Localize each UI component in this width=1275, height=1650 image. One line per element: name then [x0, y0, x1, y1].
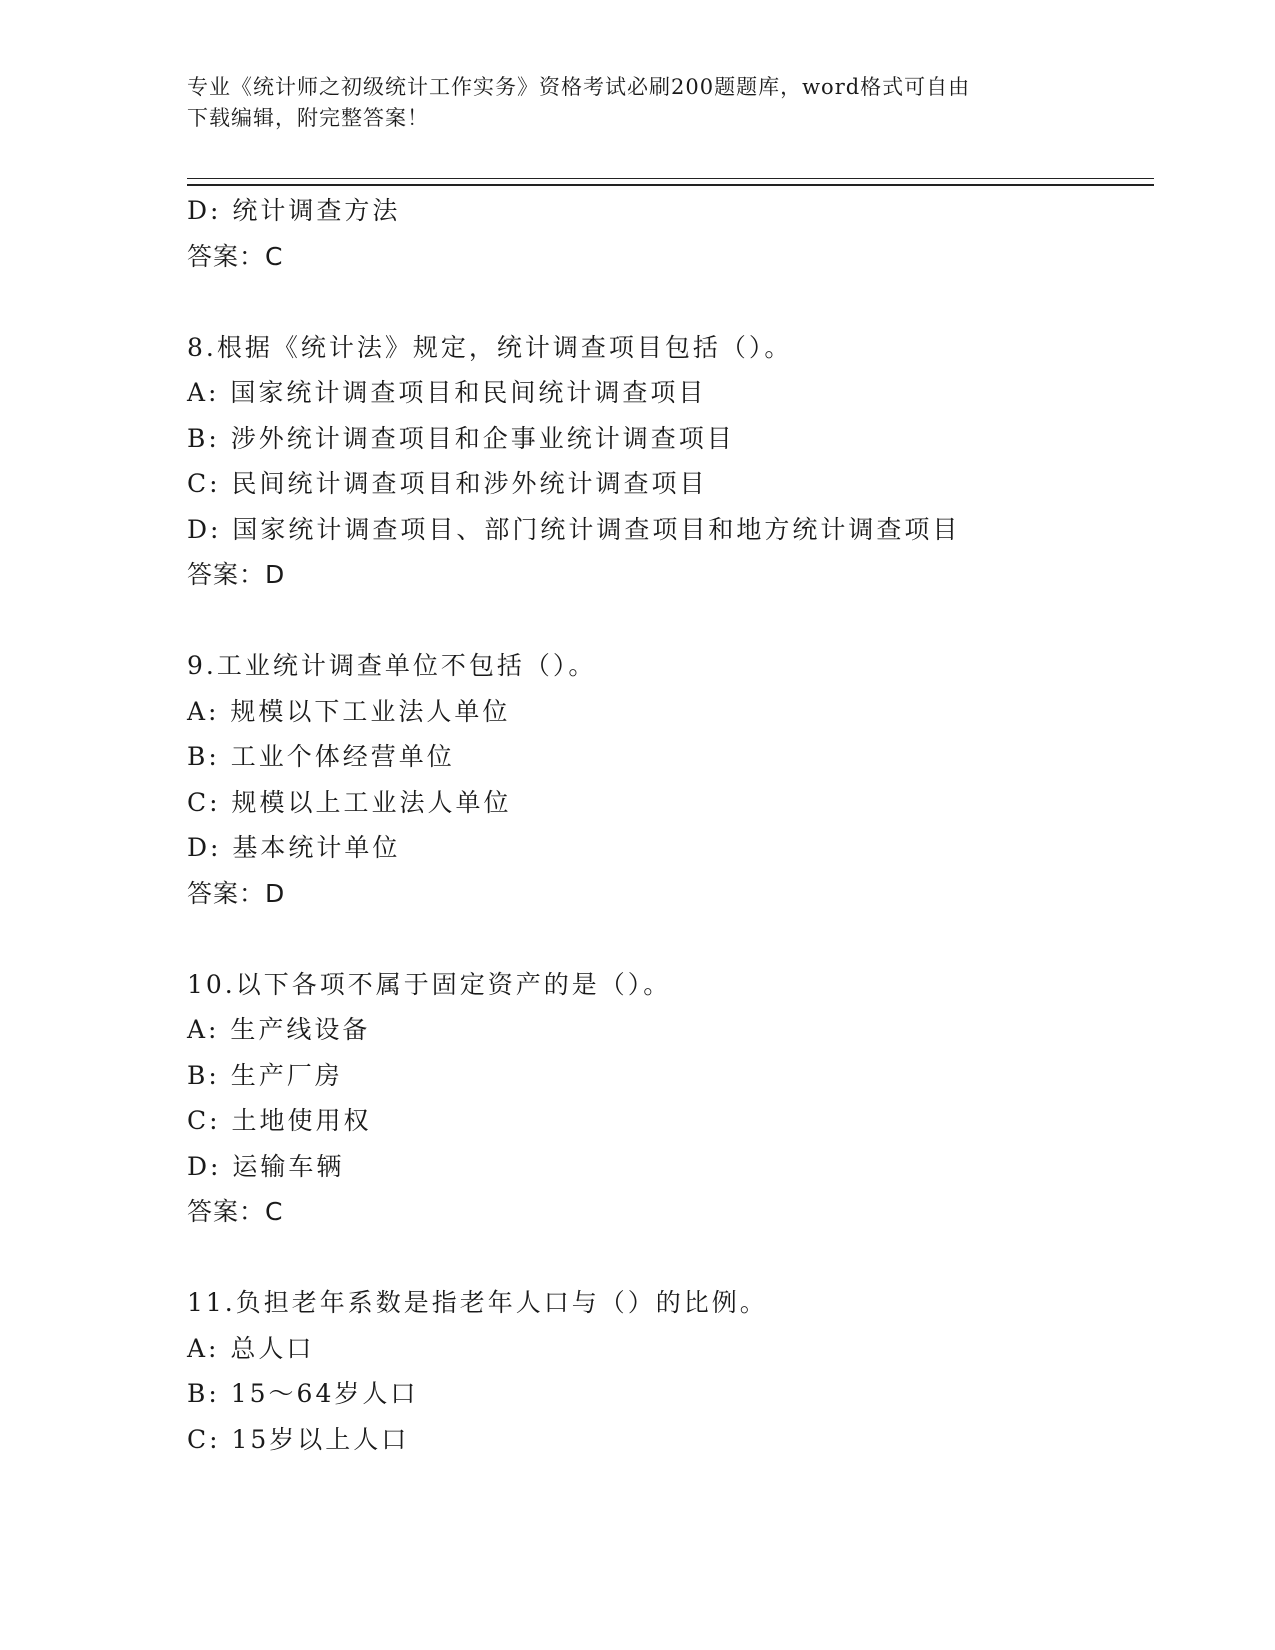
- option-c: C: 土地使用权: [187, 1106, 372, 1135]
- option-c: C: 15岁以上人口: [187, 1424, 410, 1454]
- question-block-8: [187, 325, 1147, 598]
- option-b: B: 工业个体经营单位: [187, 742, 455, 771]
- answer-line: 答案：C: [187, 241, 284, 271]
- question-list: [187, 188, 1147, 1462]
- option-c: C: 民间统计调查项目和涉外统计调查项目: [187, 469, 708, 498]
- option-a: A: 规模以下工业法人单位: [187, 696, 511, 726]
- header-line-2: 下载编辑，附完整答案！: [187, 106, 429, 130]
- header-divider: [187, 178, 1154, 186]
- spacer: [187, 916, 1147, 962]
- header-line-1: 专业《统计师之初级统计工作实务》资格考试必刷200题题库，word格式可自由: [187, 75, 971, 99]
- spacer: [187, 598, 1147, 644]
- option-d: D: 运输车辆: [187, 1151, 345, 1181]
- spacer: [187, 279, 1147, 325]
- question-stem: 8.根据《统计法》规定，统计调查项目包括（）。: [187, 332, 793, 362]
- option-d: D: 基本统计单位: [187, 833, 401, 862]
- spacer: [187, 1235, 1147, 1281]
- page-header: [187, 72, 1087, 134]
- option-a: A: 总人口: [187, 1333, 315, 1363]
- question-block-11: [187, 1280, 1147, 1462]
- question-stem: 10.以下各项不属于固定资产的是（）。: [187, 969, 672, 999]
- question-block-9: [187, 643, 1147, 916]
- option-a: A: 生产线设备: [187, 1015, 371, 1044]
- option-d: D: 国家统计调查项目、部门统计调查项目和地方统计调查项目: [187, 514, 961, 544]
- option-b: B: 涉外统计调查项目和企事业统计调查项目: [187, 423, 735, 453]
- option-b: B: 生产厂房: [187, 1060, 343, 1090]
- answer-line: 答案：D: [187, 560, 286, 589]
- option-c: C: 规模以上工业法人单位: [187, 787, 512, 817]
- answer-line: 答案：C: [187, 1197, 284, 1226]
- option-d: D: 统计调查方法: [187, 196, 401, 225]
- question-stem: 11.负担老年系数是指老年人口与（）的比例。: [187, 1288, 768, 1317]
- answer-line: 答案：D: [187, 878, 286, 908]
- question-block-10: [187, 962, 1147, 1235]
- option-a: A: 国家统计调查项目和民间统计调查项目: [187, 378, 707, 407]
- question-stem: 9.工业统计调查单位不包括（）。: [187, 651, 597, 680]
- question-block-carryover: [187, 188, 1147, 279]
- option-b: B: 15～64岁人口: [187, 1379, 419, 1408]
